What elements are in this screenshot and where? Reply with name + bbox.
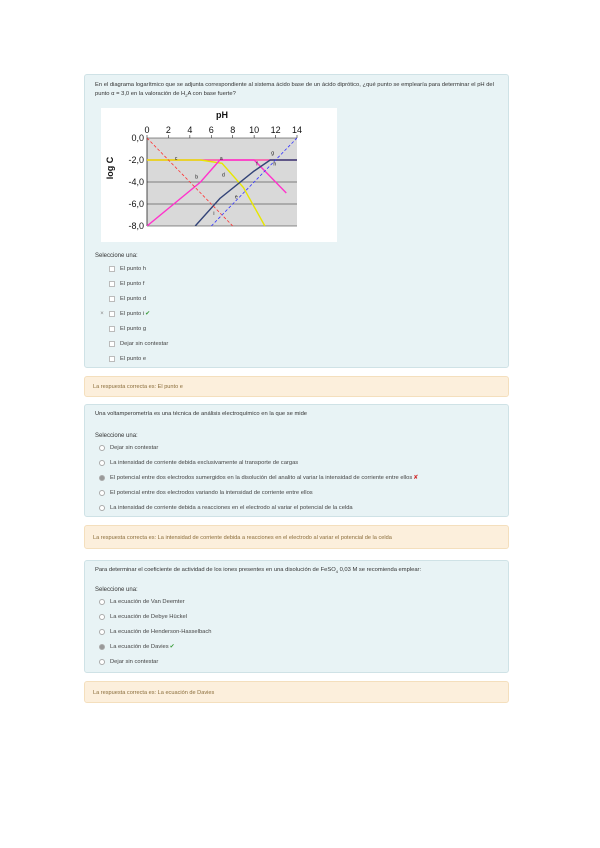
- option-label: El punto e: [120, 355, 147, 362]
- option-row[interactable]: [97, 470, 502, 485]
- option-label: Dejar sin contestar: [110, 444, 159, 451]
- point-label: d: [222, 172, 225, 179]
- option-row[interactable]: [97, 276, 397, 291]
- point-label: i: [213, 211, 215, 217]
- option-row[interactable]: [97, 306, 397, 321]
- point-label: e: [234, 194, 238, 201]
- option-label: El potencial entre dos electrodos variando la intensidad de corriente entre ellos: [110, 489, 313, 496]
- option-radio[interactable]: [99, 445, 105, 451]
- option-radio[interactable]: [99, 659, 105, 665]
- option-label: El punto d: [120, 295, 147, 302]
- x-tick-label: 6: [208, 125, 214, 135]
- question-1-feedback: [84, 376, 509, 397]
- x-tick-label: 4: [187, 125, 193, 135]
- question-1-text-line2: determinar el pH del punto: [95, 82, 494, 97]
- log-diagram-chart: [101, 108, 337, 242]
- question-3-subscript: 4: [335, 569, 338, 575]
- question-1-text-part: = 3,0 en la valoración de H: [114, 90, 186, 97]
- option-row[interactable]: [97, 500, 502, 515]
- option-row[interactable]: [97, 624, 397, 639]
- option-radio[interactable]: [99, 475, 105, 481]
- x-tick-label: 8: [230, 125, 236, 135]
- x-tick-label: 12: [270, 125, 281, 135]
- x-axis-title: pH: [216, 110, 228, 120]
- option-box[interactable]: [109, 356, 115, 362]
- option-box[interactable]: [109, 341, 115, 347]
- question-3-text-end: 0,03 M se recomienda emplear:: [337, 567, 422, 573]
- option-box[interactable]: [109, 266, 115, 272]
- point-label: c: [174, 156, 178, 162]
- option-box[interactable]: [109, 326, 115, 332]
- option-label: Dejar sin contestar: [110, 658, 159, 665]
- question-2-select-label: Seleccione una:: [95, 433, 138, 439]
- question-3-select-label: Seleccione una:: [95, 587, 138, 593]
- option-mark: ×: [100, 310, 104, 317]
- point-label: b: [195, 174, 198, 181]
- y-tick-label: -4,0: [128, 177, 144, 187]
- x-tick-label: 0: [144, 125, 150, 135]
- option-label: El potencial entre dos electrodos sumergidos en la disolución del analito al variar la intensidad de corriente entre ellos: [110, 474, 413, 481]
- check-icon: ✔: [145, 311, 151, 317]
- question-2-feedback: [84, 525, 509, 549]
- y-tick-label: -6,0: [128, 199, 144, 209]
- option-radio[interactable]: [99, 490, 105, 496]
- option-row[interactable]: [97, 440, 502, 455]
- question-3-feedback: [84, 681, 509, 703]
- option-label: La ecuación de Debye Hückel: [110, 613, 188, 620]
- question-2-feedback-text: La respuesta correcta es: La intensidad de corriente debida a reacciones en el electrodo al variar el potencial de la celda: [93, 535, 392, 541]
- option-row[interactable]: [97, 351, 397, 366]
- option-radio[interactable]: [99, 460, 105, 466]
- option-row[interactable]: [97, 654, 397, 669]
- point-label: f: [256, 161, 258, 168]
- question-3-text: [95, 566, 421, 575]
- x-tick-label: 14: [291, 125, 303, 135]
- point-label: g: [271, 150, 275, 157]
- y-tick-label: 0,0: [131, 133, 144, 143]
- question-3: [84, 560, 509, 673]
- option-box[interactable]: [109, 281, 115, 287]
- question-1-text-end: A con base fuerte?: [187, 90, 236, 97]
- option-label: La ecuación de Davies: [110, 643, 169, 650]
- option-label: La intensidad de corriente debida a reacciones en el electrodo al variar el potencial de la celda: [110, 504, 353, 511]
- option-box[interactable]: [109, 311, 115, 317]
- option-label: Dejar sin contestar: [120, 340, 169, 347]
- x-tick-label: 2: [165, 125, 171, 135]
- y-tick-label: -2,0: [128, 155, 144, 165]
- question-1-feedback-text: La respuesta correcta es: El punto e: [93, 384, 183, 390]
- option-row[interactable]: [97, 639, 397, 654]
- chart-svg: [101, 108, 337, 242]
- option-row[interactable]: [97, 261, 397, 276]
- option-label: El punto h: [120, 265, 147, 272]
- y-tick-label: -8,0: [128, 221, 144, 231]
- question-3-text-start: Para determinar el coeficiente de actividad de los iones presentes en una disolución de FeSO: [95, 567, 336, 573]
- question-3-options: [97, 594, 397, 669]
- cross-icon: ✘: [413, 475, 419, 481]
- option-label: La ecuación de Henderson-Hasselbach: [110, 628, 212, 635]
- option-row[interactable]: [97, 485, 502, 500]
- question-2-options: [97, 440, 502, 515]
- question-2: [84, 404, 509, 517]
- option-row[interactable]: [97, 594, 397, 609]
- option-row[interactable]: [97, 336, 397, 351]
- option-label: El punto f: [120, 280, 145, 287]
- point-label: h: [273, 161, 277, 168]
- question-1-text: [95, 81, 500, 99]
- option-label: El punto i: [120, 310, 145, 317]
- check-icon: ✔: [169, 644, 175, 650]
- y-axis-title: log C: [105, 156, 115, 180]
- option-radio[interactable]: [99, 644, 105, 650]
- question-1-subscript: 2: [185, 92, 188, 98]
- option-radio[interactable]: [99, 599, 105, 605]
- question-1: [84, 74, 509, 368]
- option-row[interactable]: [97, 291, 397, 306]
- option-box[interactable]: [109, 296, 115, 302]
- option-label: La intensidad de corriente debida exclusivamente al transporte de cargas: [110, 459, 299, 466]
- option-label: El punto g: [120, 325, 147, 332]
- option-row[interactable]: [97, 455, 502, 470]
- point-label: a: [219, 156, 223, 162]
- option-row[interactable]: [97, 609, 397, 624]
- x-tick-label: 10: [249, 125, 260, 135]
- question-1-options: [97, 261, 397, 366]
- option-label: La ecuación de Van Deemter: [110, 598, 185, 605]
- option-row[interactable]: [97, 321, 397, 336]
- question-1-select-label: Seleccione una:: [95, 253, 138, 259]
- question-1-text-line1: En el diagrama logarítmico que se adjunta correspondiente al sistema ácido base de un ácido diprótico, ¿qué punto se emplearía para: [95, 82, 441, 88]
- option-radio[interactable]: [99, 614, 105, 620]
- question-1-alpha: α: [111, 90, 115, 97]
- question-3-feedback-text: La respuesta correcta es: La ecuación de Davies: [93, 690, 215, 696]
- question-2-text: Una voltamperometría es una técnica de análisis electroquímico en la que se mide: [95, 411, 308, 417]
- option-radio[interactable]: [99, 629, 105, 635]
- option-radio[interactable]: [99, 505, 105, 511]
